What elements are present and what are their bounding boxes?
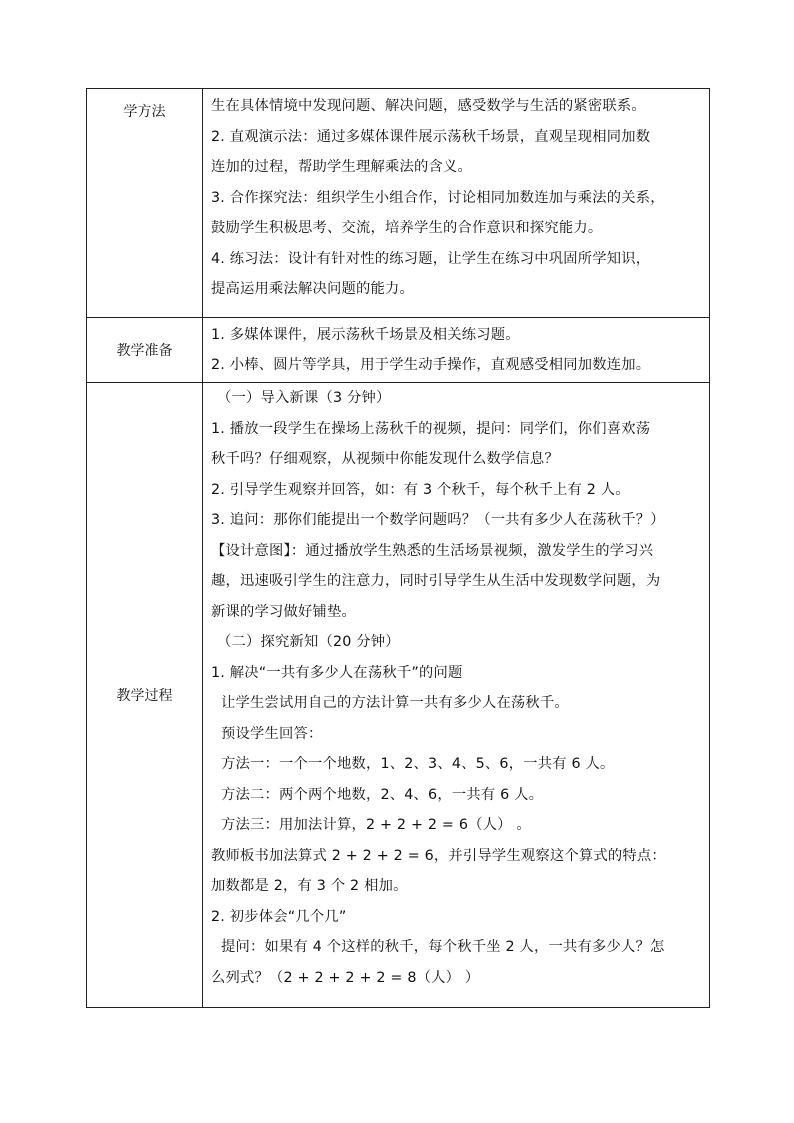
content-line: 提问：如果有 4 个这样的秋千，每个秋千坐 2 人，一共有多少人？怎	[221, 939, 665, 955]
content-line: 方法一：一个一个地数，1、2、3、4、5、6，一共有 6 人。	[221, 756, 615, 772]
table-row-methods	[87, 89, 710, 318]
content-line: 教师板书加法算式 2 + 2 + 2 = 6，并引导学生观察这个算式的特点：	[211, 847, 666, 864]
content-line: 趣，迅速吸引学生的注意力，同时引导学生从生活中发现数学问题，为	[211, 573, 661, 589]
content-line: 2. 初步体会“几个几”	[211, 908, 347, 925]
content-line: 2. 小棒、圆片等学具，用于学生动手操作，直观感受相同加数连加。	[211, 357, 651, 373]
content-line: 加数都是 2，有 3 个 2 相加。	[211, 878, 408, 894]
row-label-cell	[87, 383, 203, 1008]
lesson-plan-table	[86, 88, 710, 1008]
row-label: 教学过程	[116, 688, 173, 704]
table-row-process	[87, 383, 710, 1008]
content-line: （二）探究新知（20 分钟）	[217, 634, 400, 650]
content-line: 提高运用乘法解决问题的能力。	[211, 281, 414, 297]
content-line: 连加的过程，帮助学生理解乘法的含义。	[211, 159, 472, 175]
row-content-cell	[203, 383, 710, 1008]
row-label: 教学准备	[116, 343, 173, 359]
row-label: 学方法	[123, 104, 166, 120]
table-row-preparation	[87, 318, 710, 383]
content-line: （一）导入新课（3 分钟）	[217, 390, 391, 406]
content-line: 让学生尝试用自己的方法计算一共有多少人在荡秋千。	[221, 695, 569, 711]
row-content-cell	[203, 318, 710, 383]
content-line: 3. 追问：那你们能提出一个数学问题吗？（一共有多少人在荡秋千？）	[211, 512, 665, 528]
content-line: 么列式？（2 + 2 + 2 + 2 = 8（人） ）	[211, 969, 480, 986]
content-line: 1. 多媒体课件，展示荡秋千场景及相关练习题。	[211, 326, 520, 343]
content-line: 3. 合作探究法：组织学生小组合作，讨论相同加数连加与乘法的关系，	[211, 189, 665, 206]
content-line: 预设学生回答：	[221, 725, 323, 742]
row-content-cell	[203, 89, 710, 318]
content-line: 方法二：两个两个地数，2、4、6，一共有 6 人。	[221, 786, 544, 803]
row-label-cell	[87, 318, 203, 383]
content-line: 4. 练习法：设计有针对性的练习题，让学生在练习中巩固所学知识，	[211, 250, 651, 267]
content-line: 2. 直观演示法：通过多媒体课件展示荡秋千场景，直观呈现相同加数	[211, 128, 651, 145]
content-line: 1. 解决“一共有多少人在荡秋千”的问题	[211, 664, 463, 681]
content-line: 新课的学习做好铺垫。	[211, 603, 356, 620]
content-line: 秋千吗？仔细观察，从视频中你能发现什么数学信息？	[211, 451, 559, 467]
content-line: 方法三：用加法计算，2 + 2 + 2 = 6（人） 。	[221, 817, 531, 833]
row-label-cell	[87, 89, 203, 318]
content-line: 生在具体情境中发现问题、解决问题，感受数学与生活的紧密联系。	[211, 98, 646, 114]
content-line: 【设计意图】：通过播放学生熟悉的生活场景视频，激发学生的学习兴	[211, 542, 654, 559]
content-line: 鼓励学生积极思考、交流，培养学生的合作意识和探究能力。	[211, 220, 603, 236]
content-line: 1. 播放一段学生在操场上荡秋千的视频，提问：同学们，你们喜欢荡	[211, 420, 651, 437]
content-line: 2. 引导学生观察并回答，如：有 3 个秋千，每个秋千上有 2 人。	[211, 481, 630, 498]
